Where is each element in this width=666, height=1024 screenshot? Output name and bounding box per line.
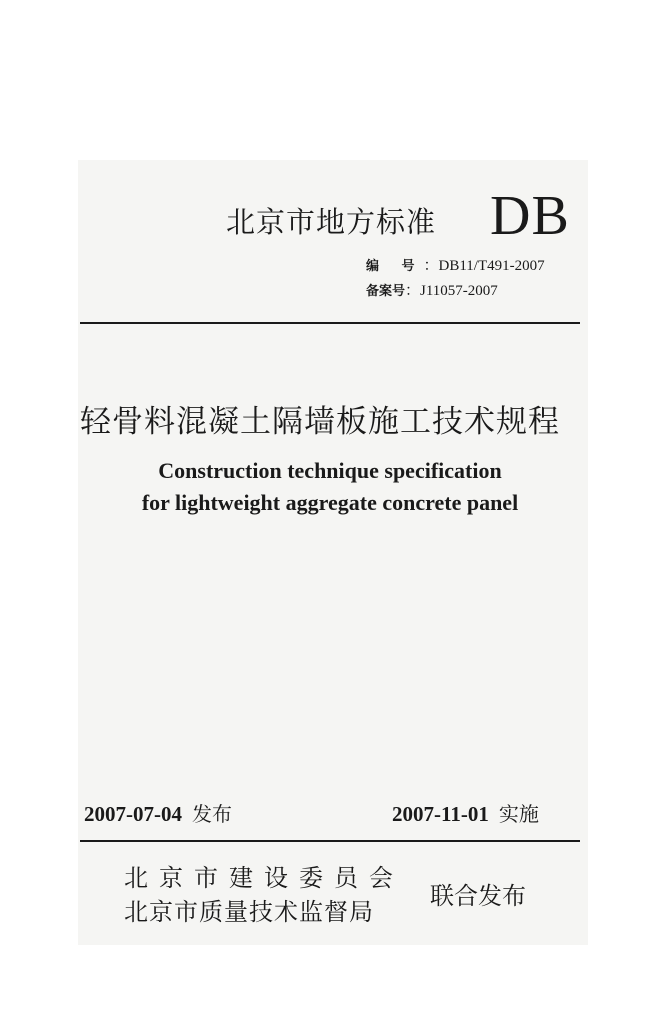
effective-date: 2007-11-01 bbox=[392, 802, 489, 826]
issue-date: 2007-07-04 bbox=[84, 802, 182, 826]
top-divider bbox=[80, 322, 580, 324]
issuer-quality-bureau: 北京市质量技术监督局 bbox=[124, 898, 374, 926]
issuer-construction-commission: 北京市建设委员会 bbox=[124, 864, 404, 892]
issue-label: 发布 bbox=[192, 802, 232, 826]
standard-number-row bbox=[366, 254, 545, 279]
effective-date-block bbox=[392, 798, 539, 827]
standard-number-value: ：DB11/T491-2007 bbox=[423, 258, 545, 274]
standard-name: 北京市地方标准 bbox=[226, 205, 437, 239]
db-mark: DB bbox=[490, 185, 570, 247]
record-number-value: ：J11057-2007 bbox=[405, 283, 498, 299]
issue-date-block bbox=[84, 798, 232, 827]
standard-number-label: 编 号 bbox=[366, 259, 424, 274]
joint-issue-label: 联合发布 bbox=[430, 882, 526, 910]
record-number-row bbox=[366, 279, 545, 304]
title-english-line2: for lightweight aggregate concrete panel bbox=[141, 490, 519, 515]
record-number-label: 备案号 bbox=[366, 284, 406, 299]
standard-codes bbox=[366, 254, 545, 304]
title-english-line1: Construction technique specification bbox=[158, 458, 502, 483]
effective-label: 实施 bbox=[498, 802, 539, 826]
title-chinese: 轻骨料混凝土隔墙板施工技术规程 bbox=[80, 404, 560, 440]
bottom-divider bbox=[80, 840, 580, 842]
